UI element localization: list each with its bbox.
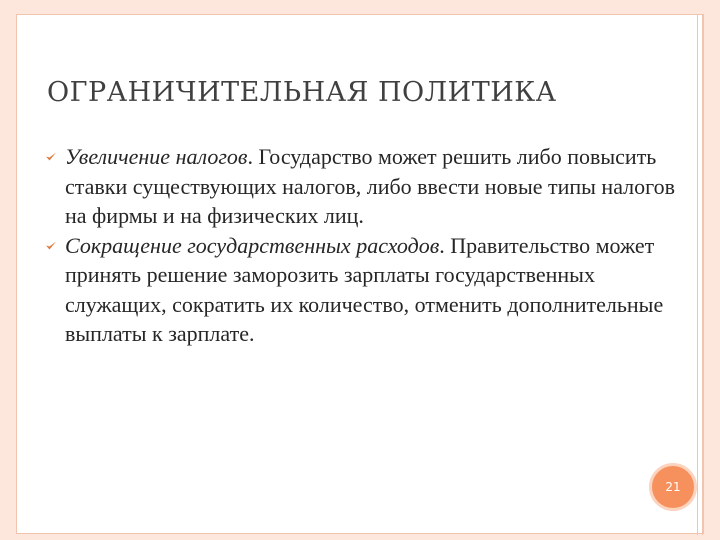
slide-accent-line (697, 15, 698, 535)
slide (16, 14, 704, 534)
bullet-item (45, 142, 685, 231)
check-diamond-icon (45, 240, 57, 252)
bullet-list (45, 142, 685, 349)
page-number-badge (649, 463, 697, 511)
bullet-term: Увеличение налогов (65, 144, 248, 169)
slide-title: ОГРАНИЧИТЕЛЬНАЯ ПОЛИТИКА (47, 77, 557, 108)
bullet-term: Сокращение государственных расходов (65, 232, 440, 258)
bullet-text: . Правительство может принять решение заморозить зарплаты государственных служащих, сократить их количество, отменить дополнительные выплаты к зарплате. (65, 232, 664, 346)
bullet-item (45, 231, 685, 349)
slide-accent-line (702, 15, 703, 535)
bullet-text: . Государство может решить либо повысить ставки существующих налогов, либо ввести новые типы налогов на фирмы и на физических лиц. (65, 144, 676, 228)
check-diamond-icon (45, 151, 57, 163)
page-number: 21 (665, 480, 681, 494)
